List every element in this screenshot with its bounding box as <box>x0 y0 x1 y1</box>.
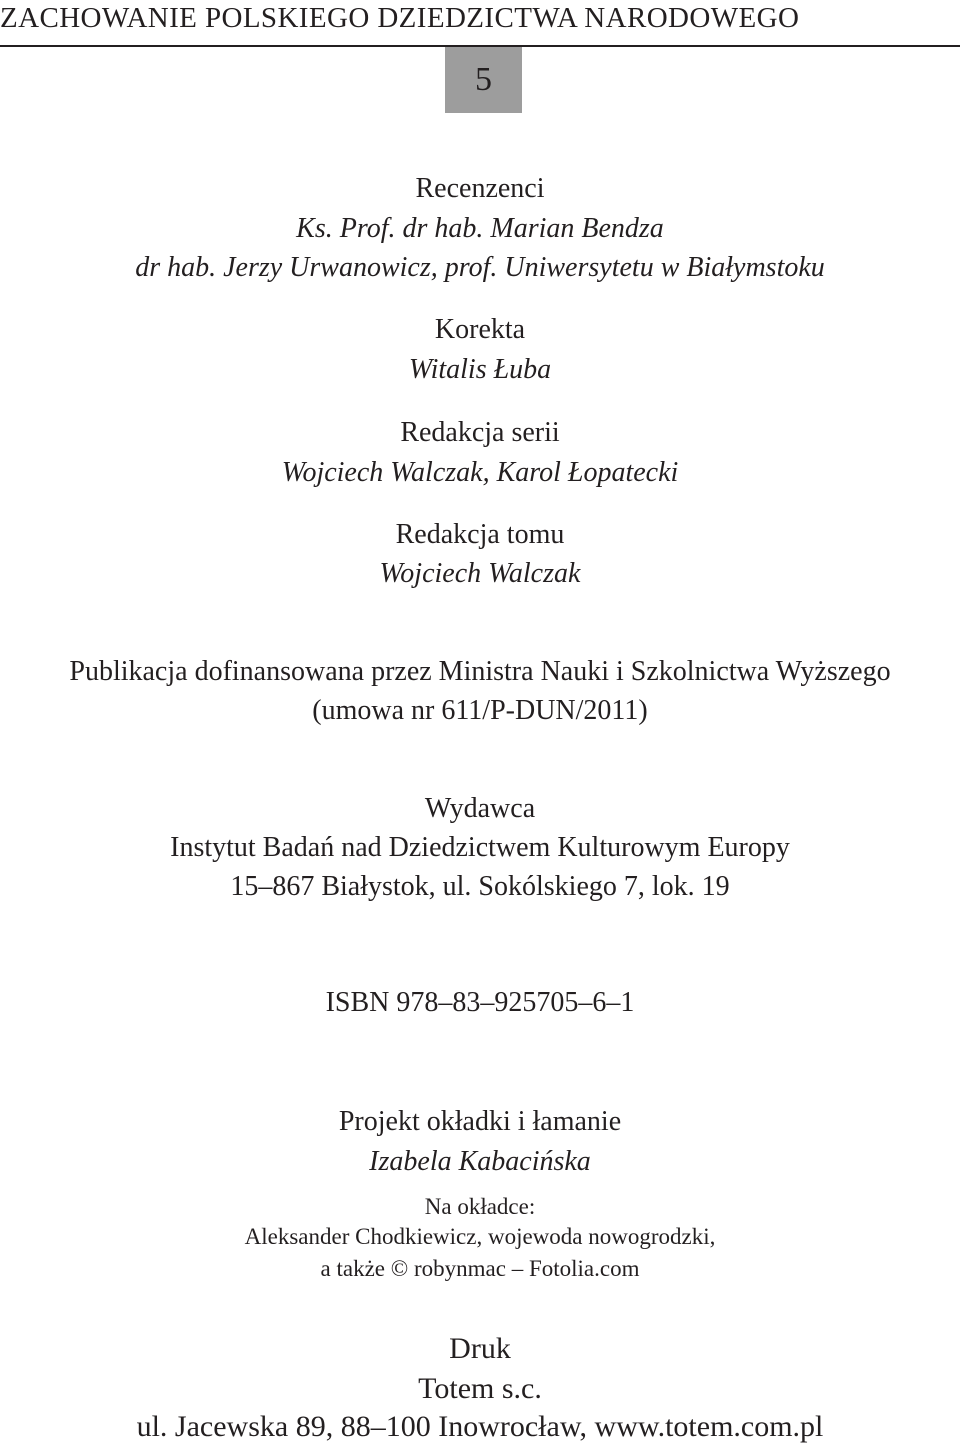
reviewers-label: Recenzenci <box>415 173 545 204</box>
isbn: ISBN 978–83–925705–6–1 <box>325 987 635 1018</box>
series-editors-names: Wojciech Walczak, Karol Łopatecki <box>281 457 679 488</box>
printer-name: Totem s.c. <box>418 1372 542 1405</box>
reviewer-name: Ks. Prof. dr hab. Marian Bendza <box>296 213 664 244</box>
publisher-address: 15–867 Białystok, ul. Sokólskiego 7, lok. 19 <box>230 871 730 902</box>
funding-agreement: (umowa nr 611/P-DUN/2011) <box>312 695 648 726</box>
volume-editor-name: Wojciech Walczak <box>379 558 581 589</box>
publisher-label: Wydawca <box>424 793 536 824</box>
cover-designer-name: Izabela Kabacińska <box>369 1146 591 1177</box>
series-editors-label: Redakcja serii <box>400 417 560 448</box>
printing-label: Druk <box>449 1332 511 1365</box>
funding-statement: Publikacja dofinansowana przez Ministra Nauki i Szkolnictwa Wyższego <box>69 656 891 687</box>
cover-image-credit: a także © robynmac – Fotolia.com <box>320 1256 640 1281</box>
cover-design-label: Projekt okładki i łamanie <box>338 1106 622 1137</box>
printer-address: ul. Jacewska 89, 88–100 Inowrocław, www.totem.com.pl <box>136 1410 824 1443</box>
series-title: ZACHOWANIE POLSKIEGO DZIEDZICTWA NARODOWEGO <box>0 2 800 34</box>
publisher-name: Instytut Badań nad Dziedzictwem Kulturowym Europy <box>170 832 790 863</box>
volume-editor-label: Redakcja tomu <box>395 519 565 550</box>
volume-number: 5 <box>475 61 492 98</box>
reviewer-name: dr hab. Jerzy Urwanowicz, prof. Uniwersytetu w Białymstoku <box>135 252 825 283</box>
volume-number-box <box>445 47 522 113</box>
proofreader-name: Witalis Łuba <box>408 354 552 385</box>
proofreading-label: Korekta <box>434 314 526 345</box>
cover-image-description: Aleksander Chodkiewicz, wojewoda nowogrodzki, <box>244 1224 716 1249</box>
cover-image-label: Na okładce: <box>424 1194 536 1219</box>
